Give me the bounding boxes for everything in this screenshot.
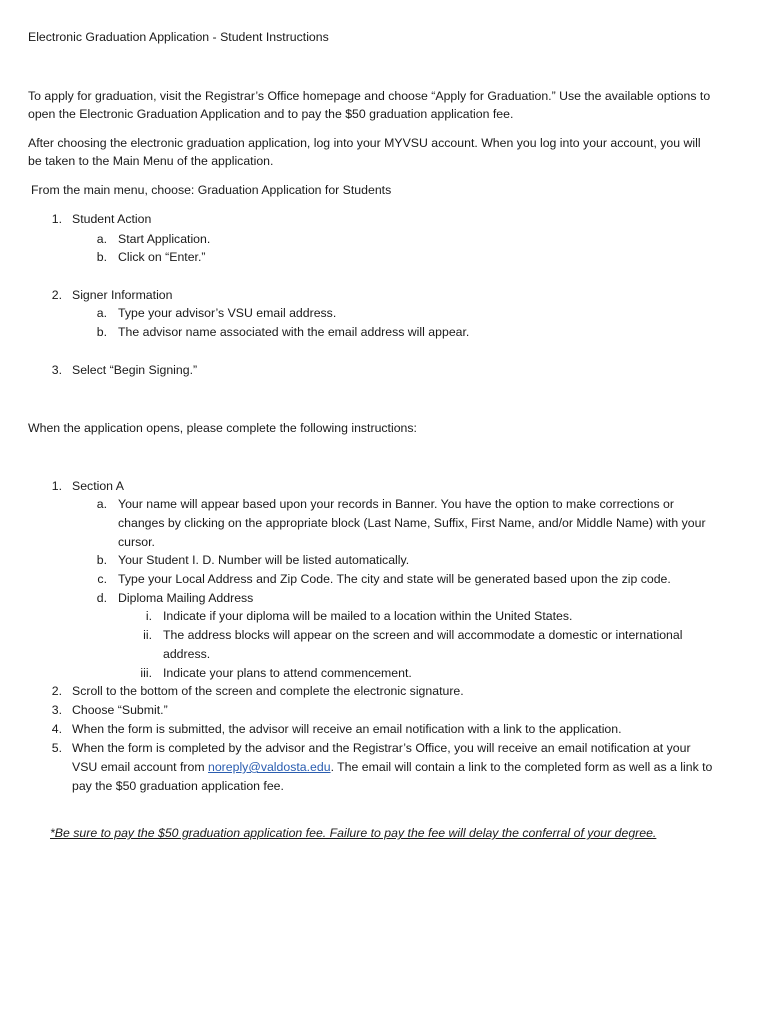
list2-item-1d-letter: d. — [96, 591, 107, 605]
list2-item-1c-letter: c. — [97, 572, 107, 586]
intro-paragraph-1-line-1: To apply for graduation, visit the Registrar’s Office homepage and choose “Apply for Graduation.” Use the available options to — [28, 89, 711, 103]
list1-item-2b-letter: b. — [96, 325, 107, 339]
list2-item-1d-ii-numeral: ii. — [143, 628, 152, 642]
list2-item-4-number: 4. — [51, 722, 62, 736]
list2-item-5-line-1: When the form is completed by the advisor and the Registrar’s Office, you will receive an email notification at your — [72, 741, 691, 755]
fee-reminder-note: *Be sure to pay the $50 graduation application fee. Failure to pay the fee will delay the conferral of your degree. — [50, 826, 657, 840]
list2-item-3-text: Choose “Submit.” — [72, 703, 168, 717]
list2-item-1b-text: Your Student I. D. Number will be listed automatically. — [118, 553, 410, 567]
list2-item-1-text: Section A — [72, 479, 124, 493]
list2-item-1d-ii-line-1: The address blocks will appear on the screen and will accommodate a domestic or international — [163, 628, 683, 642]
intro-paragraph-2-line-2: be taken to the Main Menu of the application. — [28, 154, 274, 168]
list2-item-1a-line-1: Your name will appear based upon your records in Banner. You have the option to make corrections or — [118, 497, 674, 511]
list2-item-5-line-2-suffix: . The email will contain a link to the completed form as well as a link to — [330, 760, 713, 774]
intro-paragraph-2-line-1: After choosing the electronic graduation application, log into your MYVSU account. When you log into your account, you will — [28, 136, 701, 150]
list1-item-2a-text: Type your advisor’s VSU email address. — [118, 306, 337, 320]
list1-item-1-number: 1. — [51, 212, 62, 226]
list2-item-1d-i-numeral: i. — [145, 609, 152, 623]
list2-item-1d-ii-line-2: address. — [163, 647, 211, 661]
list1-item-2a-letter: a. — [96, 306, 107, 320]
list2-item-5-line-2 — [72, 759, 712, 775]
list2-item-3-number: 3. — [51, 703, 62, 717]
list1-item-1-text: Student Action — [72, 212, 152, 226]
noreply-email-link[interactable]: noreply@valdosta.edu — [208, 760, 331, 774]
list1-item-3-text: Select “Begin Signing.” — [72, 363, 198, 377]
list2-item-1c-text: Type your Local Address and Zip Code. The city and state will be generated based upon the zip code. — [118, 572, 671, 586]
list2-item-5-line-3: pay the $50 graduation application fee. — [72, 779, 284, 793]
list1-item-2-text: Signer Information — [72, 288, 173, 302]
list2-item-5-number: 5. — [51, 741, 62, 755]
list1-item-1b-letter: b. — [96, 250, 107, 264]
list1-item-1a-letter: a. — [96, 232, 107, 246]
list2-item-2-text: Scroll to the bottom of the screen and complete the electronic signature. — [72, 684, 464, 698]
list2-item-1d-i-text: Indicate if your diploma will be mailed to a location within the United States. — [163, 609, 573, 623]
list2-item-1a-line-2: changes by clicking on the appropriate block (Last Name, Suffix, First Name, and/or Middle Name) with your — [118, 516, 706, 530]
list2-item-1-number: 1. — [51, 479, 62, 493]
list2-item-1d-iii-numeral: iii. — [140, 666, 152, 680]
list2-item-1a-letter: a. — [96, 497, 107, 511]
list1-item-3-number: 3. — [51, 363, 62, 377]
list1-item-2-number: 2. — [51, 288, 62, 302]
list2-item-1d-iii-text: Indicate your plans to attend commencement. — [163, 666, 412, 680]
list1-item-1a-text: Start Application. — [118, 232, 211, 246]
list2-item-1d-text: Diploma Mailing Address — [118, 591, 254, 605]
list2-item-1a-line-3: cursor. — [118, 535, 155, 549]
list2-item-2-number: 2. — [51, 684, 62, 698]
list1-item-1b-text: Click on “Enter.” — [118, 250, 206, 264]
intro-paragraph-1-line-2: open the Electronic Graduation Application and to pay the $50 graduation application fee. — [28, 107, 514, 121]
list2-item-5-line-2-prefix: VSU email account from — [72, 760, 208, 774]
document-title: Electronic Graduation Application - Student Instructions — [28, 30, 329, 44]
transition-paragraph: When the application opens, please complete the following instructions: — [28, 421, 417, 435]
list1-item-2b-text: The advisor name associated with the email address will appear. — [118, 325, 470, 339]
list2-item-1b-letter: b. — [96, 553, 107, 567]
intro-paragraph-3: From the main menu, choose: Graduation Application for Students — [31, 183, 392, 197]
list2-item-4-text: When the form is submitted, the advisor will receive an email notification with a link to the application. — [72, 722, 622, 736]
